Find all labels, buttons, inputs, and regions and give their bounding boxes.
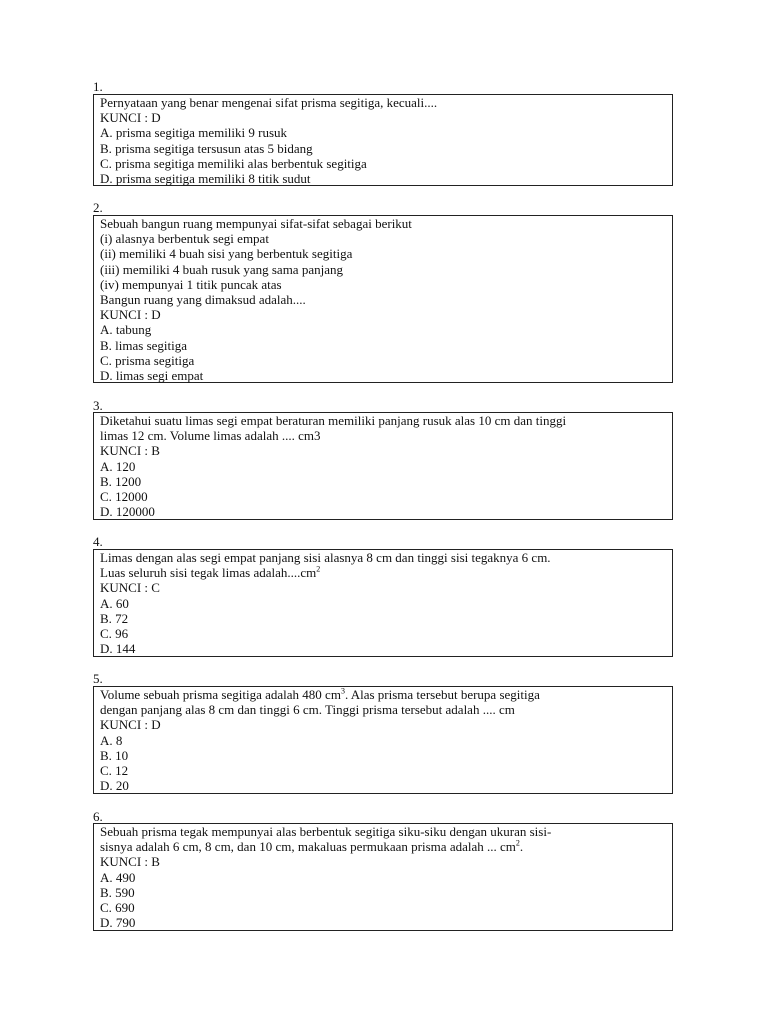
question-2-option-d: D. limas segi empat — [100, 368, 204, 384]
question-2-text-line: Bangun ruang yang dimaksud adalah.... — [100, 292, 306, 308]
question-2-text-line: (iv) mempunyai 1 titik puncak atas — [100, 276, 282, 292]
question-5-text-part: Volume sebuah prisma segitiga adalah 480 cm — [100, 687, 341, 702]
question-5-number: 5. — [93, 671, 103, 686]
question-6-text-line — [100, 839, 666, 854]
question-6-text-part: . — [519, 839, 524, 855]
question-6-option-c: C. 690 — [100, 900, 135, 916]
question-1-option-d: D. prisma segitiga memiliki 8 titik sudut — [100, 171, 311, 187]
question-6-text-line: Sebuah prisma tegak mempunyai alas berbentuk segitiga siku-siku dengan ukuran sisi- — [100, 824, 552, 839]
question-1-answer-key: KUNCI : D — [100, 110, 161, 126]
question-5-option-a: A. 8 — [100, 732, 123, 748]
question-4-option-c: C. 96 — [100, 626, 129, 642]
question-3-number: 3. — [93, 398, 103, 413]
question-4-box — [93, 549, 673, 657]
question-5-text-line: dengan panjang alas 8 cm dan tinggi 6 cm. Tinggi prisma tersebut adalah .... cm — [100, 702, 515, 718]
question-6-text-part: sisnya adalah 6 cm, 8 cm, dan 10 cm, makaluas permukaan prisma adalah ... cm — [100, 839, 516, 855]
question-6-box — [93, 823, 673, 931]
question-5-box — [93, 686, 673, 794]
question-3-text-line: Diketahui suatu limas segi empat beraturan memiliki panjang rusuk alas 10 cm dan tinggi — [100, 413, 567, 428]
question-3-answer-key: KUNCI : B — [100, 443, 160, 459]
question-1-number: 1. — [93, 79, 103, 94]
question-3-option-a: A. 120 — [100, 458, 136, 474]
question-3-box — [93, 412, 673, 520]
question-2-option-b: B. limas segitiga — [100, 337, 188, 353]
question-6-answer-key: KUNCI : B — [100, 854, 160, 870]
question-2-number: 2. — [93, 200, 103, 215]
question-5-option-d: D. 20 — [100, 778, 129, 794]
question-4-text-line — [100, 565, 666, 580]
superscript: 2 — [515, 838, 520, 848]
question-3-option-d: D. 120000 — [100, 504, 155, 520]
question-1-option-c: C. prisma segitiga memiliki alas berbentuk segitiga — [100, 155, 367, 171]
question-2-answer-key: KUNCI : D — [100, 307, 161, 323]
question-2-text-line: Sebuah bangun ruang mempunyai sifat-sifat sebagai berikut — [100, 216, 412, 231]
question-6-option-a: A. 490 — [100, 869, 136, 885]
question-4-number: 4. — [93, 534, 103, 549]
question-3-option-b: B. 1200 — [100, 473, 142, 489]
question-1-box — [93, 94, 673, 186]
question-5-option-c: C. 12 — [100, 763, 129, 779]
question-1-option-b: B. prisma segitiga tersusun atas 5 bidang — [100, 140, 313, 156]
question-6-number: 6. — [93, 809, 103, 824]
question-3-text-line: limas 12 cm. Volume limas adalah .... cm3 — [100, 428, 321, 444]
superscript: 3 — [340, 686, 345, 696]
question-6-option-b: B. 590 — [100, 884, 135, 900]
question-2-box — [93, 215, 673, 383]
question-1-text: Pernyataan yang benar mengenai sifat prisma segitiga, kecuali.... — [100, 95, 438, 110]
question-5-answer-key: KUNCI : D — [100, 717, 161, 733]
question-5-option-b: B. 10 — [100, 747, 129, 763]
question-6-option-d: D. 790 — [100, 915, 136, 931]
question-1-option-a: A. prisma segitiga memiliki 9 rusuk — [100, 125, 288, 141]
question-4-text-line: Limas dengan alas segi empat panjang sisi alasnya 8 cm dan tinggi sisi tegaknya 6 cm. — [100, 550, 551, 565]
question-4-option-b: B. 72 — [100, 610, 129, 626]
question-2-text-line: (ii) memiliki 4 buah sisi yang berbentuk segitiga — [100, 246, 353, 262]
question-4-option-d: D. 144 — [100, 641, 136, 657]
question-2-text-line: (iii) memiliki 4 buah rusuk yang sama panjang — [100, 261, 343, 277]
question-4-option-a: A. 60 — [100, 595, 129, 611]
question-2-text-line: (i) alasnya berbentuk segi empat — [100, 231, 269, 247]
question-2-option-a: A. tabung — [100, 322, 152, 338]
question-5-text-part: . Alas prisma tersebut berupa segitiga — [344, 687, 540, 702]
question-4-answer-key: KUNCI : C — [100, 580, 160, 596]
question-3-option-c: C. 12000 — [100, 489, 148, 505]
question-5-text-line — [100, 687, 666, 702]
superscript: 2 — [316, 564, 321, 574]
question-2-option-c: C. prisma segitiga — [100, 352, 195, 368]
question-4-text-part: Luas seluruh sisi tegak limas adalah....cm — [100, 565, 317, 581]
